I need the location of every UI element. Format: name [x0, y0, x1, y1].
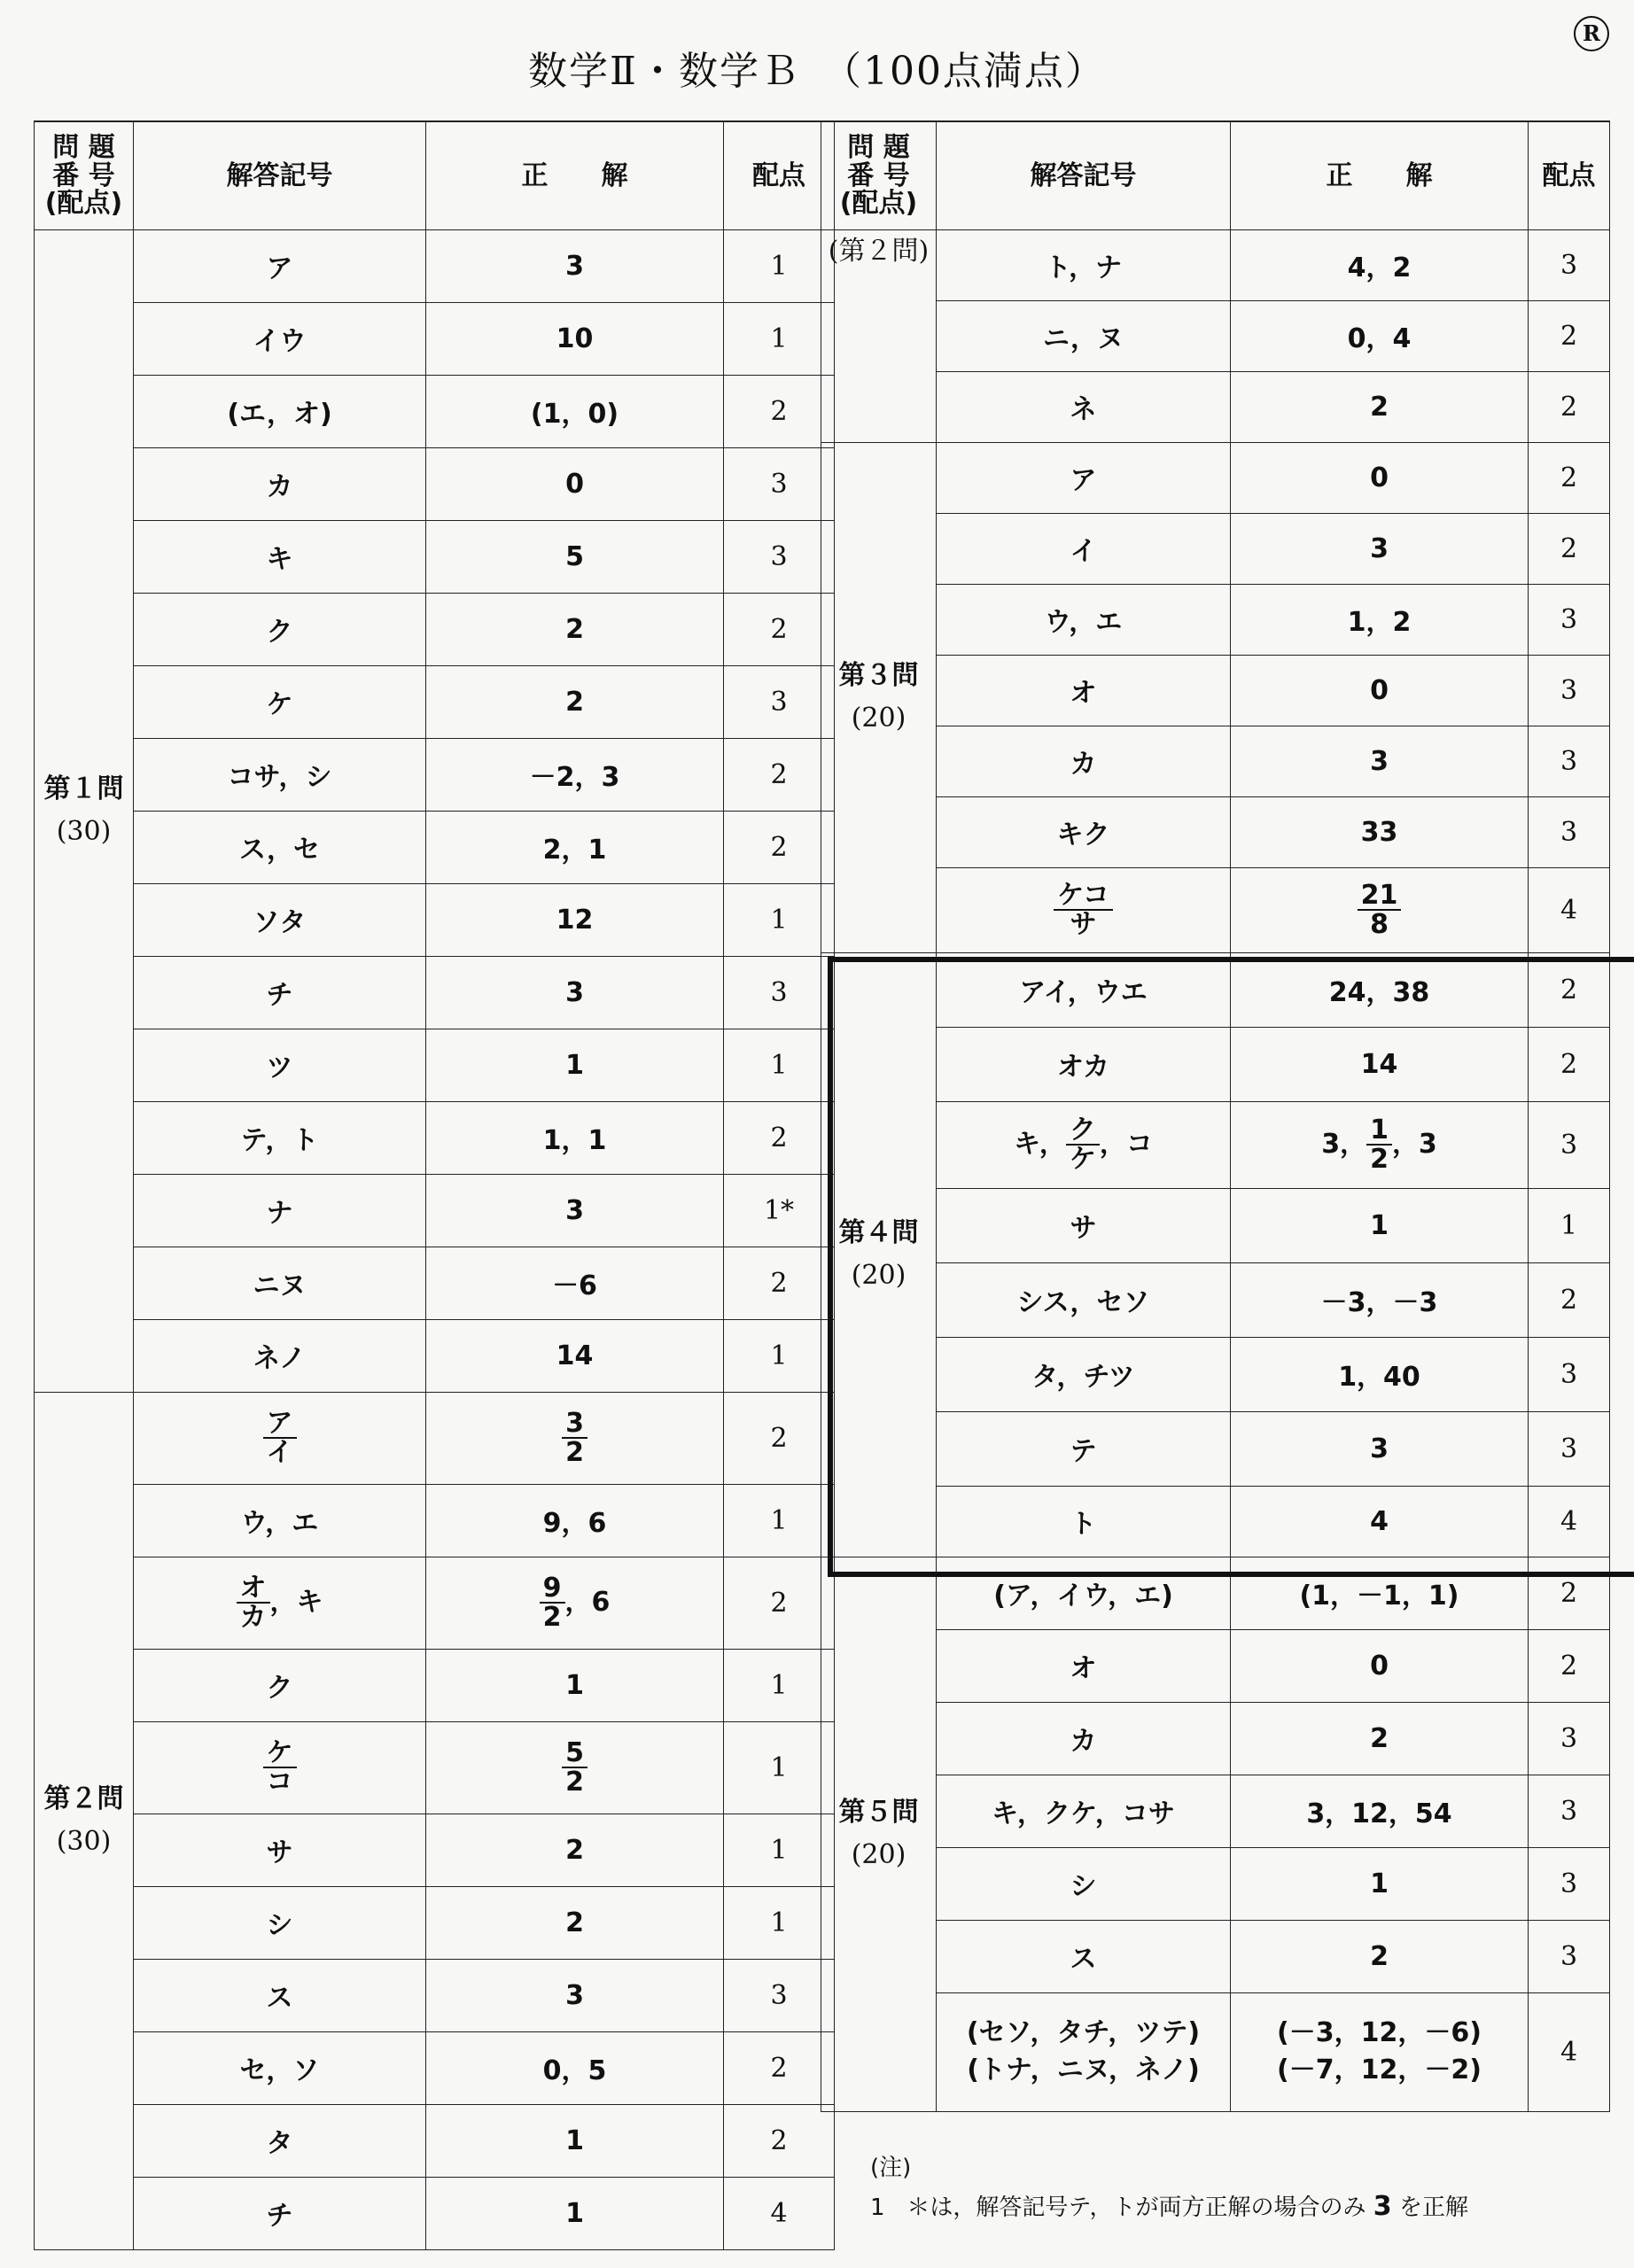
table-row — [821, 300, 1610, 371]
right-answer-table — [821, 120, 1610, 2112]
answer-code-cell: シス，セソ — [937, 1262, 1231, 1337]
correct-answer-cell: 2 — [1231, 371, 1529, 442]
table-row — [821, 796, 1610, 867]
correct-answer-cell: 1 — [1231, 1188, 1529, 1262]
correct-answer-cell: 1 — [426, 1649, 724, 1721]
points-cell: 2 — [724, 2104, 835, 2177]
table-row — [35, 1959, 835, 2031]
fraction-denominator: サ — [1070, 909, 1097, 940]
table-row — [821, 371, 1610, 442]
table-row — [821, 726, 1610, 796]
points-cell: 2 — [724, 1557, 835, 1649]
question-number-cell — [35, 229, 134, 1392]
fraction — [562, 1407, 587, 1468]
table-row — [35, 520, 835, 593]
code-line: (トナ，ニヌ，ネノ) — [967, 2054, 1200, 2085]
answer-code-cell — [937, 1992, 1231, 2111]
answer-code-cell: ニ，ヌ — [937, 300, 1231, 371]
correct-answer-cell: 1，40 — [1231, 1337, 1529, 1411]
answer-code-cell: キ — [134, 520, 426, 593]
answer-code-cell: ナ — [134, 1174, 426, 1247]
correct-answer-cell: 2 — [426, 1886, 724, 1959]
table-row — [821, 229, 1610, 300]
fraction-denominator: 2 — [1370, 1144, 1389, 1175]
footnote-line-1: 1 ＊は，解答記号テ，トが両方正解の場合のみ 3 を正解 — [870, 2191, 1468, 2222]
points-cell: 2 — [724, 1247, 835, 1319]
answer-code-cell — [134, 1721, 426, 1814]
table-row — [35, 2031, 835, 2104]
table-row — [821, 1262, 1610, 1337]
question-points: (20) — [851, 1839, 906, 1870]
question-number-cell — [821, 442, 937, 952]
answer-code-cell: ツ — [134, 1029, 426, 1101]
points-cell: 3 — [1529, 1101, 1610, 1188]
correct-answer-cell: 3 — [426, 1174, 724, 1247]
answer-code-cell: イウ — [134, 302, 426, 375]
table-row — [35, 1101, 835, 1174]
table-row — [821, 584, 1610, 655]
table-row — [35, 1484, 835, 1557]
answer-code-cell: チ — [134, 2177, 426, 2249]
answer-code-cell: ス，セ — [134, 811, 426, 883]
points-cell: 2 — [724, 375, 835, 447]
table-row — [35, 229, 835, 302]
table-row — [35, 1886, 835, 1959]
fraction — [1366, 1116, 1392, 1174]
table-row — [821, 655, 1610, 726]
correct-answer-cell: 3 — [1231, 513, 1529, 584]
answer-code-cell: ス — [134, 1959, 426, 2031]
table-row — [35, 1721, 835, 1814]
question-number-cell — [821, 229, 937, 442]
correct-answer-cell — [1231, 867, 1529, 952]
table-row — [35, 2104, 835, 2177]
correct-answer-cell: (1，0) — [426, 375, 724, 447]
correct-answer-cell: 33 — [1231, 796, 1529, 867]
answer-code-cell: テ，ト — [134, 1101, 426, 1174]
points-cell: 2 — [724, 1392, 835, 1484]
table-row — [35, 1029, 835, 1101]
question-number-cell — [35, 1392, 134, 2249]
answer-code-cell: ト，ナ — [937, 229, 1231, 300]
fraction-denominator: カ — [239, 1602, 267, 1633]
correct-answer-cell: 3 — [1231, 1411, 1529, 1486]
points-cell: 4 — [1529, 1992, 1610, 2111]
correct-answer-cell: 24，38 — [1231, 952, 1529, 1027]
answer-code-cell: カ — [937, 1702, 1231, 1775]
answer-code-cell — [937, 867, 1231, 952]
answer-code-cell: カ — [937, 726, 1231, 796]
footnote — [870, 2149, 1468, 2222]
table-row — [821, 1486, 1610, 1557]
points-cell: 2 — [1529, 1629, 1610, 1702]
answer-code-cell: ケ — [134, 665, 426, 738]
correct-answer-cell: 0，5 — [426, 2031, 724, 2104]
fraction — [1358, 879, 1402, 940]
points-cell: 2 — [724, 811, 835, 883]
header-correct-answer: 正 解 — [1231, 121, 1529, 229]
correct-answer-cell: 1 — [426, 2177, 724, 2249]
points-cell: 3 — [1529, 726, 1610, 796]
points-cell: 2 — [1529, 513, 1610, 584]
points-cell: 1 — [724, 1814, 835, 1886]
points-cell: 3 — [1529, 1411, 1610, 1486]
answer-code-cell: イ — [937, 513, 1231, 584]
answer-code-cell — [937, 1101, 1231, 1188]
points-cell: 3 — [1529, 1702, 1610, 1775]
correct-answer-cell: 3 — [426, 956, 724, 1029]
points-cell: 1 — [724, 1721, 835, 1814]
points-cell: 3 — [1529, 796, 1610, 867]
fraction-numerator: ケコ — [1054, 882, 1113, 912]
correct-answer-cell: 2 — [1231, 1702, 1529, 1775]
fraction — [237, 1574, 270, 1632]
points-cell: 2 — [1529, 1027, 1610, 1101]
answer-code-cell: (エ，オ) — [134, 375, 426, 447]
correct-answer-cell: 12 — [426, 883, 724, 956]
answer-code-cell: ス — [937, 1920, 1231, 1992]
footnote-label: (注) — [870, 2155, 912, 2181]
answer-code-cell: カ — [134, 447, 426, 520]
answer-code-cell: キク — [937, 796, 1231, 867]
points-cell: 4 — [1529, 867, 1610, 952]
question-points: (30) — [56, 1826, 112, 1857]
correct-answer-cell — [426, 1392, 724, 1484]
table-row — [821, 1027, 1610, 1101]
fraction — [1066, 1116, 1100, 1174]
correct-answer-cell: 0 — [1231, 442, 1529, 513]
table-row — [35, 1392, 835, 1484]
code-suffix: ，キ — [269, 1586, 323, 1618]
points-cell: 3 — [724, 520, 835, 593]
answer-code-cell: ウ，エ — [937, 584, 1231, 655]
points-cell: 1 — [724, 1886, 835, 1959]
points-cell: 1 — [724, 1319, 835, 1392]
points-cell: 4 — [1529, 1486, 1610, 1557]
points-cell: 2 — [724, 1101, 835, 1174]
fraction — [562, 1736, 587, 1798]
correct-answer-cell: 5 — [426, 520, 724, 593]
question-number: 第１問 — [43, 773, 124, 804]
table-row — [35, 1174, 835, 1247]
fraction-numerator: 3 — [562, 1410, 587, 1440]
header-correct-answer: 正 解 — [426, 121, 724, 229]
points-cell: 3 — [1529, 1847, 1610, 1920]
table-row — [35, 1247, 835, 1319]
points-cell: 3 — [1529, 1775, 1610, 1847]
table-row — [821, 1702, 1610, 1775]
table-row — [821, 1557, 1610, 1629]
answer-code-cell: シ — [134, 1886, 426, 1959]
points-cell: 2 — [1529, 371, 1610, 442]
answer-code-cell: シ — [937, 1847, 1231, 1920]
correct-answer-cell: －6 — [426, 1247, 724, 1319]
fraction-denominator: コ — [266, 1767, 293, 1798]
code-suffix: ，コ — [1099, 1128, 1153, 1160]
answer-code-cell: ウ，エ — [134, 1484, 426, 1557]
table-row — [35, 811, 835, 883]
answer-code-cell: ク — [134, 1649, 426, 1721]
answer-code-cell: キ，クケ，コサ — [937, 1775, 1231, 1847]
points-cell: 3 — [1529, 655, 1610, 726]
question-number-cell — [821, 1557, 937, 2111]
points-cell: 1 — [724, 883, 835, 956]
points-cell: 3 — [724, 1959, 835, 2031]
correct-answer-cell: 0 — [426, 447, 724, 520]
question-number-cell — [821, 952, 937, 1557]
page-title: 数学Ⅱ・数学Ｂ （100点満点） — [528, 49, 1106, 94]
answer-code-cell: ト — [937, 1486, 1231, 1557]
table-row — [821, 1920, 1610, 1992]
table-row — [821, 1992, 1610, 2111]
correct-answer-cell: 10 — [426, 302, 724, 375]
table-row — [35, 665, 835, 738]
fraction-numerator: 1 — [1366, 1116, 1392, 1146]
table-row — [35, 1649, 835, 1721]
correct-answer-cell: 3 — [1231, 726, 1529, 796]
table-row — [35, 1557, 835, 1649]
correct-answer-cell: 9，6 — [426, 1484, 724, 1557]
table-row — [35, 1319, 835, 1392]
answer-code-cell: セ，ソ — [134, 2031, 426, 2104]
correct-answer-cell: 4 — [1231, 1486, 1529, 1557]
correct-answer-cell: －3，－3 — [1231, 1262, 1529, 1337]
correct-answer-cell — [426, 1557, 724, 1649]
table-row — [821, 1847, 1610, 1920]
table-row — [821, 1101, 1610, 1188]
ans-prefix: 3， — [1321, 1128, 1367, 1160]
points-cell: 1* — [724, 1174, 835, 1247]
points-cell: 1 — [1529, 1188, 1610, 1262]
points-cell: 3 — [724, 665, 835, 738]
correct-answer-cell: －2，3 — [426, 738, 724, 811]
table-row — [35, 956, 835, 1029]
points-cell: 2 — [1529, 1262, 1610, 1337]
answer-code-cell: テ — [937, 1411, 1231, 1486]
correct-answer-cell: 1 — [426, 2104, 724, 2177]
answer-code-cell — [134, 1557, 426, 1649]
correct-answer-cell: 1 — [1231, 1847, 1529, 1920]
header-points: 配点 — [724, 121, 835, 229]
fraction-denominator: 2 — [565, 1437, 584, 1468]
question-number: 第２問 — [43, 1783, 124, 1814]
header-points: 配点 — [1529, 121, 1610, 229]
points-cell: 2 — [724, 593, 835, 665]
correct-answer-cell: 14 — [1231, 1027, 1529, 1101]
answer-code-cell: チ — [134, 956, 426, 1029]
answer-code-cell: コサ，シ — [134, 738, 426, 811]
points-cell: 3 — [1529, 1920, 1610, 1992]
points-cell: 1 — [724, 1484, 835, 1557]
points-cell: 4 — [724, 2177, 835, 2249]
answer-code-cell — [134, 1392, 426, 1484]
table-row — [821, 952, 1610, 1027]
answer-code-cell: オ — [937, 1629, 1231, 1702]
correct-answer-cell: 2 — [426, 1814, 724, 1886]
points-cell: 1 — [724, 1649, 835, 1721]
correct-answer-cell: 14 — [426, 1319, 724, 1392]
registered-mark-icon: R — [1574, 16, 1609, 51]
table-row — [35, 738, 835, 811]
correct-answer-cell: 1，1 — [426, 1101, 724, 1174]
code-line: (セソ，タチ，ツテ) — [966, 2017, 1201, 2048]
fraction-numerator: ア — [263, 1410, 297, 1440]
code-prefix: キ， — [1014, 1128, 1066, 1160]
correct-answer-cell: 4，2 — [1231, 229, 1529, 300]
correct-answer-cell: 3 — [426, 229, 724, 302]
answer-code-cell: ア — [134, 229, 426, 302]
correct-answer-cell — [1231, 1101, 1529, 1188]
table-row — [821, 1629, 1610, 1702]
table-row — [821, 1337, 1610, 1411]
correct-answer-cell: 3，12，54 — [1231, 1775, 1529, 1847]
table-header-row — [821, 121, 1610, 229]
points-cell: 3 — [1529, 1337, 1610, 1411]
table-row — [35, 302, 835, 375]
points-cell: 3 — [724, 956, 835, 1029]
points-cell: 2 — [1529, 442, 1610, 513]
fraction-numerator: ク — [1066, 1116, 1100, 1146]
correct-answer-cell: 2，1 — [426, 811, 724, 883]
table-row — [821, 442, 1610, 513]
header-question-number: 問 題 番 号 (配点) — [821, 121, 937, 229]
points-cell: 2 — [724, 738, 835, 811]
answer-code-cell: (ア，イウ，エ) — [937, 1557, 1231, 1629]
table-row — [35, 1814, 835, 1886]
correct-answer-cell: 0 — [1231, 1629, 1529, 1702]
table-row — [821, 513, 1610, 584]
points-cell: 1 — [724, 229, 835, 302]
question-number-continued: (第２問) — [828, 235, 930, 267]
correct-answer-cell: 0，4 — [1231, 300, 1529, 371]
correct-answer-cell: 2 — [426, 665, 724, 738]
table-row — [35, 447, 835, 520]
table-row — [35, 883, 835, 956]
correct-answer-cell: 1，2 — [1231, 584, 1529, 655]
ans-suffix: ，6 — [564, 1586, 611, 1618]
answer-code-cell: サ — [134, 1814, 426, 1886]
points-cell: 2 — [724, 2031, 835, 2104]
table-header-row — [35, 121, 835, 229]
fraction-denominator: イ — [266, 1437, 293, 1468]
points-cell: 3 — [724, 447, 835, 520]
question-points: (20) — [851, 703, 906, 734]
table-row — [821, 1411, 1610, 1486]
correct-answer-cell — [426, 1721, 724, 1814]
answer-code-cell: オ — [937, 655, 1231, 726]
correct-answer-cell: 3 — [426, 1959, 724, 2031]
answer-code-cell: タ，チツ — [937, 1337, 1231, 1411]
header-answer-code: 解答記号 — [134, 121, 426, 229]
fraction — [540, 1574, 565, 1632]
points-cell: 3 — [1529, 584, 1610, 655]
answer-code-cell: アイ，ウエ — [937, 952, 1231, 1027]
answer-code-cell: タ — [134, 2104, 426, 2177]
table-row — [821, 1775, 1610, 1847]
correct-answer-cell: (1，－1，1) — [1231, 1557, 1529, 1629]
table-row — [35, 593, 835, 665]
ans-line: (－7，12，－2) — [1277, 2054, 1482, 2085]
answer-code-cell: サ — [937, 1188, 1231, 1262]
ans-line: (－3，12，－6) — [1277, 2017, 1482, 2048]
fraction-numerator: 21 — [1358, 882, 1402, 912]
question-points: (30) — [56, 816, 112, 847]
fraction — [263, 1407, 297, 1468]
points-cell: 1 — [724, 1029, 835, 1101]
table-row — [821, 1188, 1610, 1262]
fraction-denominator: ケ — [1069, 1144, 1096, 1175]
correct-answer-cell: 1 — [426, 1029, 724, 1101]
fraction-denominator: 2 — [542, 1602, 562, 1633]
left-answer-table — [34, 120, 835, 2250]
correct-answer-cell — [1231, 1992, 1529, 2111]
points-cell: 2 — [1529, 1557, 1610, 1629]
answer-code-cell: ソタ — [134, 883, 426, 956]
fraction-numerator: 9 — [540, 1574, 565, 1604]
correct-answer-cell: 2 — [426, 593, 724, 665]
fraction — [1054, 879, 1113, 940]
header-answer-code: 解答記号 — [937, 121, 1231, 229]
fraction — [263, 1736, 297, 1798]
fraction-numerator: ケ — [263, 1739, 297, 1769]
ans-suffix: ，3 — [1391, 1128, 1437, 1160]
header-question-number: 問 題 番 号 (配点) — [35, 121, 134, 229]
fraction-denominator: 2 — [565, 1767, 584, 1798]
points-cell: 1 — [724, 302, 835, 375]
question-number: 第４問 — [838, 1217, 919, 1248]
table-row — [821, 867, 1610, 952]
answer-code-cell: ク — [134, 593, 426, 665]
points-cell: 2 — [1529, 952, 1610, 1027]
answer-code-cell: オカ — [937, 1027, 1231, 1101]
answer-code-cell: ニヌ — [134, 1247, 426, 1319]
answer-code-cell: ア — [937, 442, 1231, 513]
fraction-numerator: オ — [237, 1574, 270, 1604]
table-row — [35, 375, 835, 447]
table-row — [35, 2177, 835, 2249]
answer-code-cell: ネ — [937, 371, 1231, 442]
correct-answer-cell: 2 — [1231, 1920, 1529, 1992]
fraction-denominator: 8 — [1370, 909, 1389, 940]
points-cell: 3 — [1529, 229, 1610, 300]
fraction-numerator: 5 — [562, 1739, 587, 1769]
question-number: 第５問 — [838, 1797, 919, 1828]
correct-answer-cell: 0 — [1231, 655, 1529, 726]
question-number: 第３問 — [838, 660, 919, 691]
question-points: (20) — [851, 1260, 906, 1291]
answer-code-cell: ネノ — [134, 1319, 426, 1392]
points-cell: 2 — [1529, 300, 1610, 371]
